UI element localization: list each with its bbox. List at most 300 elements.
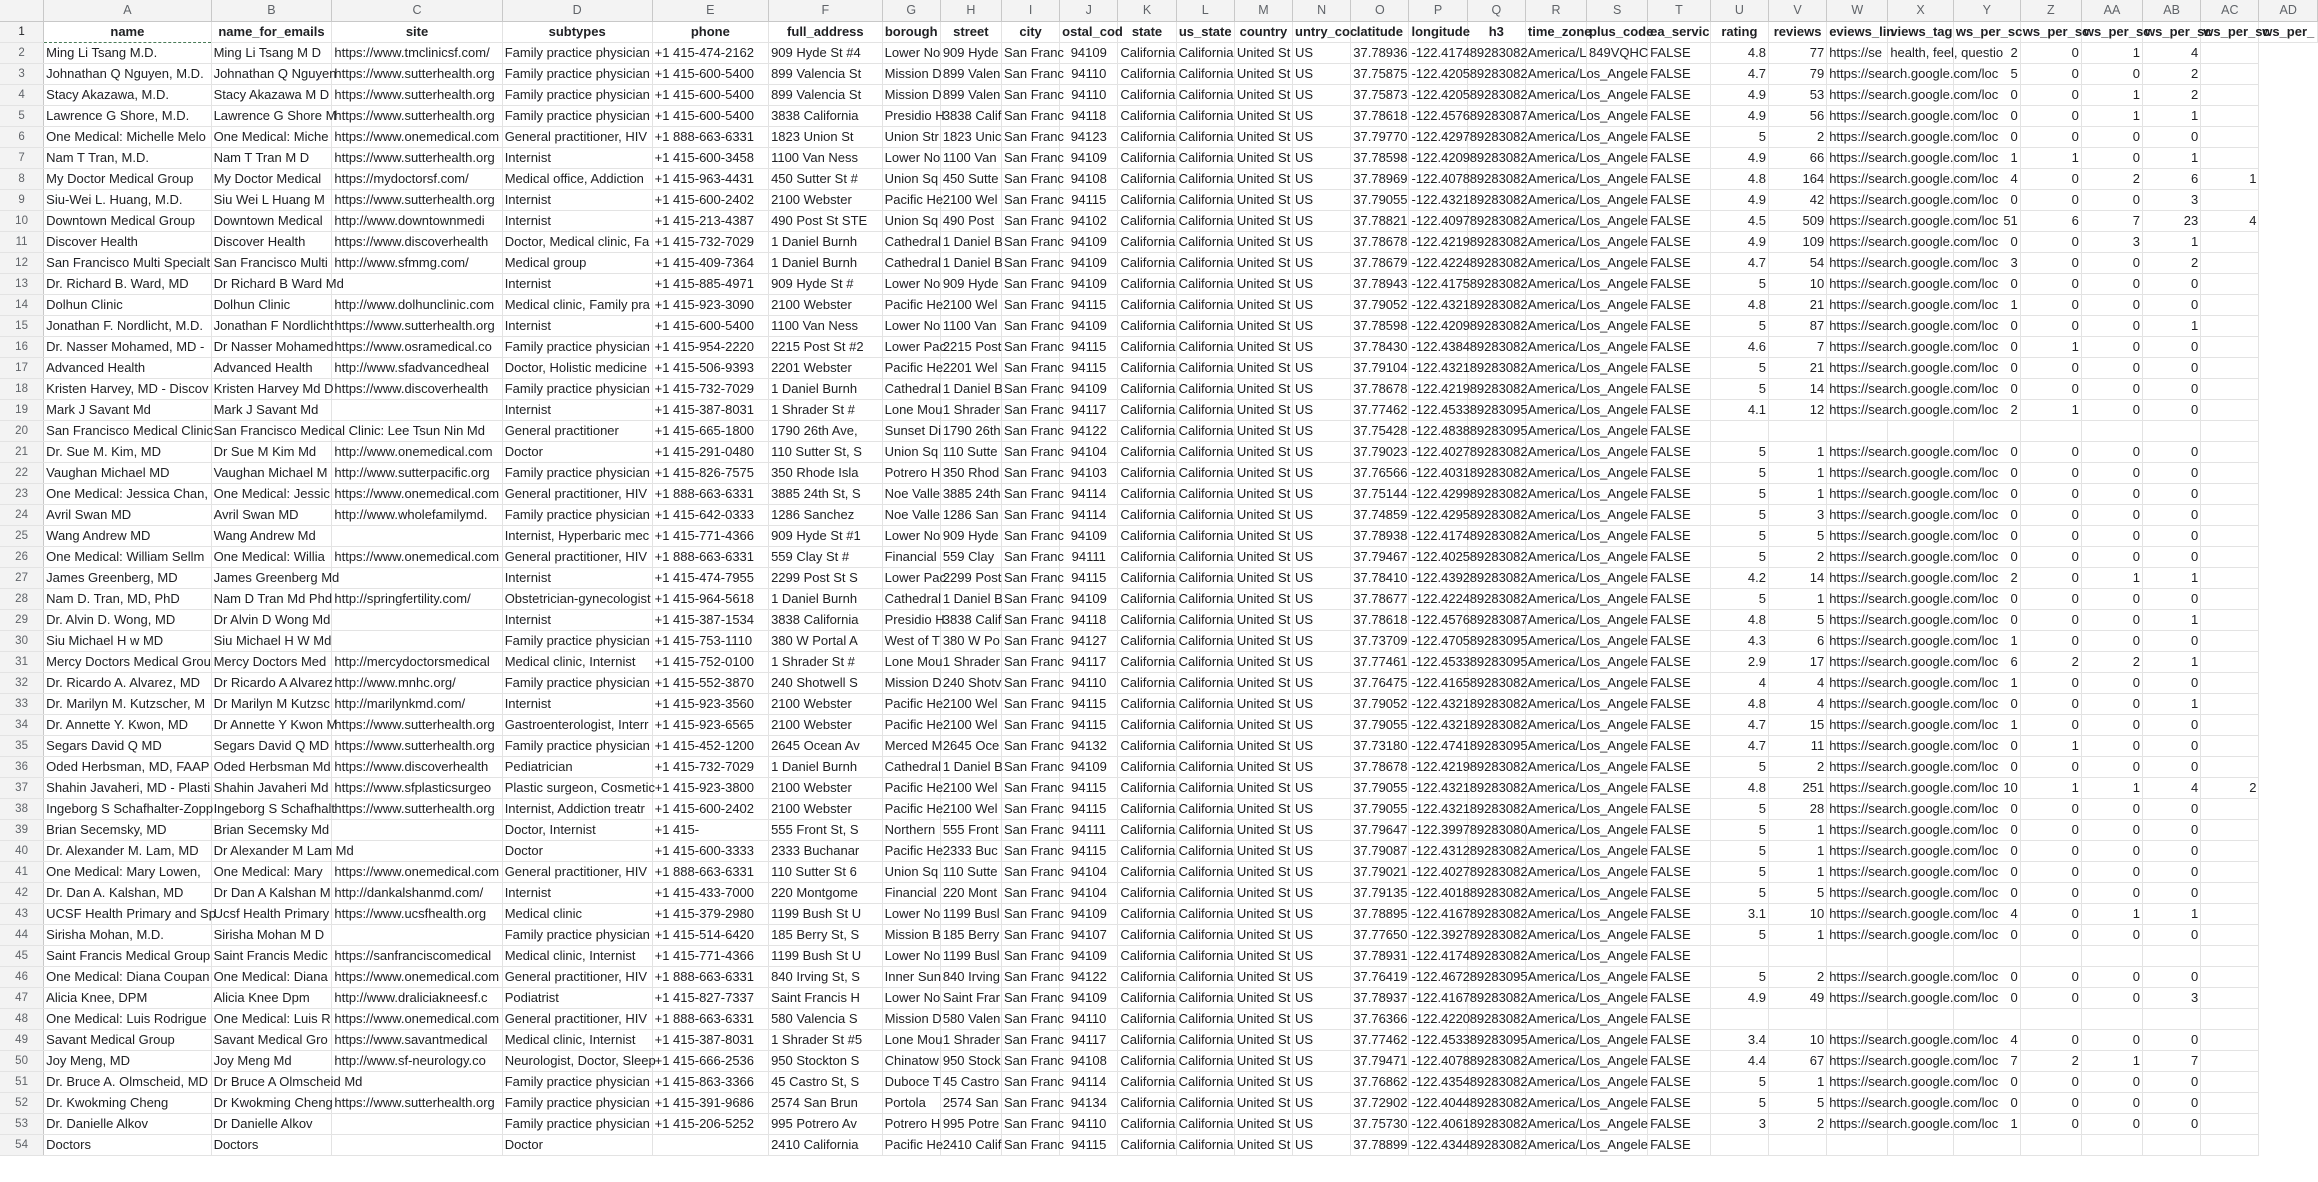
grid-cell[interactable]: 3885 24th St, S bbox=[769, 483, 883, 504]
grid-cell[interactable]: US bbox=[1293, 105, 1351, 126]
grid-cell[interactable]: 0 bbox=[2020, 42, 2081, 63]
grid-cell[interactable]: America/Los_Angele bbox=[1525, 609, 1586, 630]
grid-cell[interactable]: Internist bbox=[502, 609, 652, 630]
grid-cell[interactable]: -122.4224 bbox=[1409, 252, 1467, 273]
grid-cell[interactable]: Segars David Q MD bbox=[44, 735, 211, 756]
grid-cell[interactable]: 94115 bbox=[1060, 336, 1118, 357]
row-number[interactable]: 10 bbox=[0, 210, 44, 231]
grid-cell[interactable]: Doctor bbox=[502, 441, 652, 462]
column-header-o[interactable]: O bbox=[1351, 0, 1409, 21]
grid-cell[interactable]: Family practice physician bbox=[502, 504, 652, 525]
grid-cell[interactable]: +1 415-642-0333 bbox=[652, 504, 768, 525]
grid-cell[interactable]: 5 bbox=[1710, 483, 1768, 504]
grid-cell[interactable]: 5 bbox=[1710, 504, 1768, 525]
grid-cell[interactable]: 559 Clay St # bbox=[769, 546, 883, 567]
grid-cell[interactable]: 1790 26th bbox=[940, 420, 1001, 441]
grid-cell[interactable]: America/Los_Angele bbox=[1525, 231, 1586, 252]
grid-cell[interactable] bbox=[332, 1134, 502, 1155]
grid-cell[interactable]: San Franc bbox=[1001, 693, 1059, 714]
grid-cell[interactable]: Dr Nasser Mohamed bbox=[211, 336, 332, 357]
grid-cell[interactable]: 0 bbox=[2143, 336, 2201, 357]
grid-cell[interactable]: San Franc bbox=[1001, 189, 1059, 210]
grid-cell[interactable]: Financial bbox=[882, 546, 940, 567]
grid-cell[interactable]: US bbox=[1293, 1071, 1351, 1092]
grid-cell[interactable]: 17 bbox=[1768, 651, 1826, 672]
row-number[interactable]: 8 bbox=[0, 168, 44, 189]
grid-cell[interactable]: San Franc bbox=[1001, 84, 1059, 105]
grid-cell[interactable]: 220 Mont bbox=[940, 882, 1001, 903]
grid-cell[interactable] bbox=[2201, 924, 2259, 945]
grid-cell[interactable]: Internist bbox=[502, 882, 652, 903]
grid-cell[interactable]: Saint Francis Medical Group bbox=[44, 945, 211, 966]
grid-cell[interactable]: FALSE bbox=[1648, 1092, 1711, 1113]
grid-cell[interactable]: 89283087 bbox=[1467, 609, 1525, 630]
grid-cell[interactable]: 2 bbox=[2143, 63, 2201, 84]
grid-cell[interactable]: California bbox=[1176, 882, 1234, 903]
grid-cell[interactable]: US bbox=[1293, 525, 1351, 546]
grid-cell[interactable]: 5 bbox=[1710, 924, 1768, 945]
grid-cell[interactable]: 79 bbox=[1768, 63, 1826, 84]
grid-cell[interactable]: 0 bbox=[1953, 693, 2020, 714]
grid-cell[interactable]: 89283095 bbox=[1467, 420, 1525, 441]
grid-cell[interactable]: Family practice physician bbox=[502, 336, 652, 357]
header-cell[interactable]: ws_per_sc bbox=[2143, 21, 2201, 42]
grid-cell[interactable]: 220 Montgome bbox=[769, 882, 883, 903]
grid-cell[interactable]: Family practice physician bbox=[502, 63, 652, 84]
header-cell[interactable]: site bbox=[332, 21, 502, 42]
grid-cell[interactable]: US bbox=[1293, 399, 1351, 420]
grid-cell[interactable]: Lower No bbox=[882, 42, 940, 63]
grid-cell[interactable]: https://search.google.com/loc bbox=[1827, 546, 1888, 567]
grid-cell[interactable]: 2645 Oce bbox=[940, 735, 1001, 756]
grid-cell[interactable]: https://search.google.com/loc bbox=[1827, 168, 1888, 189]
grid-cell[interactable]: 509 bbox=[1768, 210, 1826, 231]
grid-cell[interactable]: United St bbox=[1234, 84, 1292, 105]
grid-cell[interactable]: https://search.google.com/loc bbox=[1827, 378, 1888, 399]
grid-cell[interactable]: Neurologist, Doctor, Sleep bbox=[502, 1050, 652, 1071]
grid-cell[interactable]: 37.78899 bbox=[1351, 1134, 1409, 1155]
grid-cell[interactable]: 0 bbox=[2081, 819, 2142, 840]
header-cell[interactable]: city bbox=[1001, 21, 1059, 42]
grid-cell[interactable] bbox=[2201, 567, 2259, 588]
grid-cell[interactable]: 94110 bbox=[1060, 672, 1118, 693]
grid-cell[interactable]: https://search.google.com/loc bbox=[1827, 504, 1888, 525]
grid-cell[interactable]: 37.76366 bbox=[1351, 1008, 1409, 1029]
grid-cell[interactable]: 0 bbox=[2143, 1113, 2201, 1134]
grid-cell[interactable]: 555 Front St, S bbox=[769, 819, 883, 840]
grid-cell[interactable]: 89283082 bbox=[1467, 945, 1525, 966]
grid-cell[interactable]: FALSE bbox=[1648, 987, 1711, 1008]
grid-cell[interactable]: California bbox=[1118, 441, 1176, 462]
grid-cell[interactable]: 89283082 bbox=[1467, 798, 1525, 819]
grid-cell[interactable]: 0 bbox=[2020, 462, 2081, 483]
grid-cell[interactable] bbox=[2020, 1008, 2081, 1029]
grid-cell[interactable]: 23 bbox=[2143, 210, 2201, 231]
grid-cell[interactable]: FALSE bbox=[1648, 1008, 1711, 1029]
row-number[interactable]: 6 bbox=[0, 126, 44, 147]
grid-cell[interactable]: 2100 Wel bbox=[940, 777, 1001, 798]
grid-cell[interactable] bbox=[2201, 735, 2259, 756]
row-number[interactable]: 49 bbox=[0, 1029, 44, 1050]
grid-cell[interactable]: +1 415-514-6420 bbox=[652, 924, 768, 945]
grid-cell[interactable]: United St bbox=[1234, 651, 1292, 672]
grid-cell[interactable] bbox=[2020, 420, 2081, 441]
grid-cell[interactable]: health, feel, questio bbox=[1888, 42, 1954, 63]
column-header-q[interactable]: Q bbox=[1467, 0, 1525, 21]
grid-cell[interactable]: America/Los_Angele bbox=[1525, 1134, 1586, 1155]
grid-cell[interactable]: United St bbox=[1234, 882, 1292, 903]
grid-cell[interactable]: 5 bbox=[1710, 756, 1768, 777]
grid-cell[interactable]: 0 bbox=[2081, 357, 2142, 378]
grid-cell[interactable]: Potrero H bbox=[882, 462, 940, 483]
grid-cell[interactable]: Family practice physician bbox=[502, 1113, 652, 1134]
grid-cell[interactable]: United St bbox=[1234, 735, 1292, 756]
grid-cell[interactable]: 94109 bbox=[1060, 231, 1118, 252]
grid-cell[interactable]: 37.79055 bbox=[1351, 798, 1409, 819]
grid-cell[interactable]: 5 bbox=[1768, 1092, 1826, 1113]
grid-cell[interactable]: +1 415-954-2220 bbox=[652, 336, 768, 357]
grid-cell[interactable]: Dr. Bruce A. Olmscheid, MD bbox=[44, 1071, 211, 1092]
grid-cell[interactable]: https://search.google.com/loc bbox=[1827, 231, 1888, 252]
header-cell[interactable]: ws_per_sc bbox=[2081, 21, 2142, 42]
grid-cell[interactable]: California bbox=[1176, 525, 1234, 546]
grid-cell[interactable]: 0 bbox=[1953, 924, 2020, 945]
grid-cell[interactable]: United St bbox=[1234, 441, 1292, 462]
grid-cell[interactable]: 89283082 bbox=[1467, 672, 1525, 693]
grid-cell[interactable]: 1 bbox=[2143, 903, 2201, 924]
grid-cell[interactable]: 89283082 bbox=[1467, 756, 1525, 777]
grid-cell[interactable]: FALSE bbox=[1648, 672, 1711, 693]
grid-cell[interactable]: Johnathan Q Nguyen bbox=[211, 63, 332, 84]
grid-cell[interactable]: 10 bbox=[1953, 777, 2020, 798]
grid-cell[interactable]: 89283082 bbox=[1467, 1008, 1525, 1029]
grid-cell[interactable]: United St bbox=[1234, 672, 1292, 693]
grid-cell[interactable]: Dr Alexander M Lam Md bbox=[211, 840, 332, 861]
grid-cell[interactable]: https://search.google.com/loc bbox=[1827, 840, 1888, 861]
grid-cell[interactable]: FALSE bbox=[1648, 483, 1711, 504]
grid-cell[interactable]: California bbox=[1176, 378, 1234, 399]
grid-cell[interactable]: FALSE bbox=[1648, 63, 1711, 84]
grid-cell[interactable]: US bbox=[1293, 714, 1351, 735]
grid-cell[interactable]: 0 bbox=[2081, 63, 2142, 84]
grid-cell[interactable]: 1 bbox=[1953, 714, 2020, 735]
grid-cell[interactable]: America/Los_Angele bbox=[1525, 1092, 1586, 1113]
grid-cell[interactable]: 94134 bbox=[1060, 1092, 1118, 1113]
grid-cell[interactable]: 4.9 bbox=[1710, 105, 1768, 126]
grid-cell[interactable]: 6 bbox=[1768, 630, 1826, 651]
grid-cell[interactable]: Internist, Hyperbaric mec bbox=[502, 525, 652, 546]
grid-cell[interactable]: 94104 bbox=[1060, 441, 1118, 462]
grid-cell[interactable]: Mission D bbox=[882, 84, 940, 105]
grid-cell[interactable]: 0 bbox=[2020, 231, 2081, 252]
grid-cell[interactable]: 4.8 bbox=[1710, 294, 1768, 315]
row-number[interactable]: 33 bbox=[0, 693, 44, 714]
grid-cell[interactable]: 37.72902 bbox=[1351, 1092, 1409, 1113]
grid-cell[interactable]: Noe Valle bbox=[882, 483, 940, 504]
grid-cell[interactable]: 37.79055 bbox=[1351, 777, 1409, 798]
grid-cell[interactable]: FALSE bbox=[1648, 231, 1711, 252]
header-cell[interactable]: reviews bbox=[1768, 21, 1826, 42]
grid-cell[interactable]: US bbox=[1293, 357, 1351, 378]
grid-cell[interactable]: +1 415-213-4387 bbox=[652, 210, 768, 231]
grid-cell[interactable]: https://search.google.com/loc bbox=[1827, 1071, 1888, 1092]
grid-cell[interactable]: http://springfertility.com/ bbox=[332, 588, 502, 609]
grid-cell[interactable]: https://www.discoverhealth bbox=[332, 378, 502, 399]
grid-cell[interactable]: California bbox=[1118, 966, 1176, 987]
grid-cell[interactable]: California bbox=[1118, 231, 1176, 252]
grid-cell[interactable]: FALSE bbox=[1648, 1050, 1711, 1071]
grid-cell[interactable]: 2 bbox=[1953, 567, 2020, 588]
grid-cell[interactable]: FALSE bbox=[1648, 357, 1711, 378]
grid-cell[interactable]: 37.77462 bbox=[1351, 399, 1409, 420]
grid-cell[interactable]: US bbox=[1293, 546, 1351, 567]
grid-cell[interactable]: California bbox=[1176, 63, 1234, 84]
grid-cell[interactable] bbox=[2201, 882, 2259, 903]
grid-cell[interactable]: Dr Ricardo A Alvarez bbox=[211, 672, 332, 693]
grid-cell[interactable]: US bbox=[1293, 651, 1351, 672]
grid-cell[interactable]: -122.4295 bbox=[1409, 504, 1467, 525]
row-number[interactable]: 11 bbox=[0, 231, 44, 252]
grid-cell[interactable]: Sunset Di bbox=[882, 420, 940, 441]
grid-cell[interactable]: America/Los_Angele bbox=[1525, 441, 1586, 462]
grid-cell[interactable]: California bbox=[1176, 1008, 1234, 1029]
grid-cell[interactable]: 580 Valen bbox=[940, 1008, 1001, 1029]
grid-cell[interactable]: California bbox=[1176, 1113, 1234, 1134]
grid-cell[interactable]: America/Los_Angele bbox=[1525, 294, 1586, 315]
grid-cell[interactable]: 1 bbox=[2201, 168, 2259, 189]
grid-cell[interactable]: 3 bbox=[2081, 231, 2142, 252]
grid-cell[interactable]: 89283080 bbox=[1467, 819, 1525, 840]
grid-cell[interactable]: San Franc bbox=[1001, 1029, 1059, 1050]
grid-cell[interactable]: US bbox=[1293, 567, 1351, 588]
grid-cell[interactable]: General practitioner, HIV bbox=[502, 1008, 652, 1029]
grid-cell[interactable]: California bbox=[1118, 630, 1176, 651]
grid-cell[interactable]: 2410 California bbox=[769, 1134, 883, 1155]
grid-cell[interactable]: Dr. Annette Y. Kwon, MD bbox=[44, 714, 211, 735]
column-header-f[interactable]: F bbox=[769, 0, 883, 21]
column-header-ac[interactable]: AC bbox=[2201, 0, 2259, 21]
grid-cell[interactable]: https://search.google.com/loc bbox=[1827, 63, 1888, 84]
grid-cell[interactable]: Dr Kwokming Cheng bbox=[211, 1092, 332, 1113]
grid-cell[interactable] bbox=[2201, 714, 2259, 735]
grid-cell[interactable] bbox=[1827, 1134, 1888, 1155]
grid-cell[interactable]: FALSE bbox=[1648, 546, 1711, 567]
grid-cell[interactable]: United St bbox=[1234, 63, 1292, 84]
grid-cell[interactable]: 94104 bbox=[1060, 882, 1118, 903]
grid-cell[interactable]: 37.78598 bbox=[1351, 315, 1409, 336]
row-number[interactable]: 45 bbox=[0, 945, 44, 966]
grid-cell[interactable]: 5 bbox=[1710, 861, 1768, 882]
grid-cell[interactable]: Family practice physician bbox=[502, 924, 652, 945]
grid-cell[interactable]: California bbox=[1176, 714, 1234, 735]
grid-cell[interactable]: California bbox=[1118, 147, 1176, 168]
grid-cell[interactable]: United St bbox=[1234, 903, 1292, 924]
grid-cell[interactable]: America/Los_Angele bbox=[1525, 210, 1586, 231]
grid-cell[interactable]: Family practice physician bbox=[502, 84, 652, 105]
grid-cell[interactable]: 1 bbox=[2143, 567, 2201, 588]
grid-cell[interactable] bbox=[1827, 945, 1888, 966]
grid-cell[interactable]: US bbox=[1293, 1050, 1351, 1071]
column-header-p[interactable]: P bbox=[1409, 0, 1467, 21]
grid-cell[interactable]: +1 415-826-7575 bbox=[652, 462, 768, 483]
row-number[interactable]: 51 bbox=[0, 1071, 44, 1092]
grid-cell[interactable]: 94118 bbox=[1060, 105, 1118, 126]
grid-cell[interactable] bbox=[2201, 336, 2259, 357]
grid-cell[interactable]: Pacific He bbox=[882, 1134, 940, 1155]
grid-cell[interactable] bbox=[1710, 945, 1768, 966]
grid-cell[interactable] bbox=[2201, 1113, 2259, 1134]
grid-cell[interactable] bbox=[2143, 420, 2201, 441]
grid-cell[interactable]: 0 bbox=[2020, 168, 2081, 189]
grid-cell[interactable]: California bbox=[1118, 651, 1176, 672]
grid-cell[interactable]: http://www.downtownmedi bbox=[332, 210, 502, 231]
grid-cell[interactable]: 94111 bbox=[1060, 546, 1118, 567]
grid-cell[interactable]: 94110 bbox=[1060, 84, 1118, 105]
grid-cell[interactable] bbox=[2081, 1134, 2142, 1155]
grid-cell[interactable]: +1 415-863-3366 bbox=[652, 1071, 768, 1092]
grid-cell[interactable]: General practitioner, HIV bbox=[502, 546, 652, 567]
grid-cell[interactable]: 6 bbox=[1953, 651, 2020, 672]
grid-cell[interactable]: 89283082 bbox=[1467, 567, 1525, 588]
grid-cell[interactable]: US bbox=[1293, 966, 1351, 987]
grid-cell[interactable]: FALSE bbox=[1648, 630, 1711, 651]
grid-cell[interactable]: FALSE bbox=[1648, 798, 1711, 819]
grid-cell[interactable]: Medical office, Addiction bbox=[502, 168, 652, 189]
grid-cell[interactable]: 1 bbox=[1768, 924, 1826, 945]
grid-cell[interactable]: San Franc bbox=[1001, 861, 1059, 882]
grid-cell[interactable]: 1 Daniel Burnh bbox=[769, 378, 883, 399]
grid-cell[interactable]: 89283095 bbox=[1467, 651, 1525, 672]
grid-cell[interactable]: 94114 bbox=[1060, 483, 1118, 504]
grid-cell[interactable]: https://www.sutterhealth.org bbox=[332, 147, 502, 168]
grid-cell[interactable]: -122.4174 bbox=[1409, 42, 1467, 63]
grid-cell[interactable]: https://www.sutterhealth.org bbox=[332, 798, 502, 819]
grid-cell[interactable]: Kristen Harvey, MD - Discov bbox=[44, 378, 211, 399]
grid-cell[interactable]: http://marilynkmd.com/ bbox=[332, 693, 502, 714]
grid-cell[interactable] bbox=[2201, 294, 2259, 315]
grid-cell[interactable]: My Doctor Medical bbox=[211, 168, 332, 189]
grid-cell[interactable]: Saint Frar bbox=[940, 987, 1001, 1008]
grid-cell[interactable]: https://search.google.com/loc bbox=[1827, 882, 1888, 903]
grid-cell[interactable]: California bbox=[1118, 420, 1176, 441]
grid-cell[interactable]: 37.76862 bbox=[1351, 1071, 1409, 1092]
grid-cell[interactable]: 37.78678 bbox=[1351, 756, 1409, 777]
grid-cell[interactable]: 37.78943 bbox=[1351, 273, 1409, 294]
row-number[interactable]: 29 bbox=[0, 609, 44, 630]
grid-cell[interactable]: 0 bbox=[2020, 903, 2081, 924]
grid-cell[interactable]: US bbox=[1293, 420, 1351, 441]
grid-cell[interactable]: FALSE bbox=[1648, 966, 1711, 987]
grid-cell[interactable] bbox=[1768, 420, 1826, 441]
grid-cell[interactable]: 94115 bbox=[1060, 567, 1118, 588]
grid-cell[interactable]: US bbox=[1293, 1092, 1351, 1113]
grid-cell[interactable]: -122.4672 bbox=[1409, 966, 1467, 987]
grid-cell[interactable]: -122.4174 bbox=[1409, 945, 1467, 966]
row-number[interactable]: 32 bbox=[0, 672, 44, 693]
grid-cell[interactable]: 94104 bbox=[1060, 861, 1118, 882]
grid-cell[interactable]: San Franc bbox=[1001, 252, 1059, 273]
grid-cell[interactable]: FALSE bbox=[1648, 567, 1711, 588]
grid-cell[interactable]: http://www.wholefamilymd. bbox=[332, 504, 502, 525]
grid-cell[interactable]: FALSE bbox=[1648, 42, 1711, 63]
grid-cell[interactable]: 4.7 bbox=[1710, 63, 1768, 84]
grid-cell[interactable]: +1 415-506-9393 bbox=[652, 357, 768, 378]
grid-cell[interactable]: Dr. Ricardo A. Alvarez, MD bbox=[44, 672, 211, 693]
grid-cell[interactable]: 3 bbox=[2143, 987, 2201, 1008]
grid-cell[interactable]: United St bbox=[1234, 147, 1292, 168]
grid-cell[interactable]: 0 bbox=[2143, 966, 2201, 987]
grid-cell[interactable]: Segars David Q MD bbox=[211, 735, 332, 756]
grid-cell[interactable]: 7 bbox=[1768, 336, 1826, 357]
grid-cell[interactable]: 0 bbox=[1953, 462, 2020, 483]
grid-cell[interactable]: US bbox=[1293, 315, 1351, 336]
row-number[interactable]: 3 bbox=[0, 63, 44, 84]
grid-cell[interactable]: 0 bbox=[2020, 693, 2081, 714]
header-cell[interactable]: us_state bbox=[1176, 21, 1234, 42]
grid-cell[interactable]: 37.79471 bbox=[1351, 1050, 1409, 1071]
grid-cell[interactable]: https://www.onemedical.com bbox=[332, 1008, 502, 1029]
grid-cell[interactable]: 0 bbox=[2081, 714, 2142, 735]
grid-cell[interactable]: +1 415-206-5252 bbox=[652, 1113, 768, 1134]
grid-cell[interactable]: America/Los_Angele bbox=[1525, 147, 1586, 168]
header-cell[interactable]: subtypes bbox=[502, 21, 652, 42]
grid-cell[interactable]: 1 bbox=[2081, 777, 2142, 798]
grid-cell[interactable] bbox=[2201, 462, 2259, 483]
grid-cell[interactable]: United St bbox=[1234, 378, 1292, 399]
grid-cell[interactable]: https://www.sutterhealth.org bbox=[332, 189, 502, 210]
grid-cell[interactable]: 1 Shrader St # bbox=[769, 651, 883, 672]
grid-cell[interactable]: 950 Stock bbox=[940, 1050, 1001, 1071]
grid-cell[interactable] bbox=[2201, 420, 2259, 441]
grid-cell[interactable]: Family practice physician bbox=[502, 672, 652, 693]
grid-cell[interactable]: 2410 Calif bbox=[940, 1134, 1001, 1155]
grid-cell[interactable]: 1 bbox=[2020, 336, 2081, 357]
grid-cell[interactable]: 37.73180 bbox=[1351, 735, 1409, 756]
grid-cell[interactable]: FALSE bbox=[1648, 756, 1711, 777]
grid-cell[interactable]: Dr. Alexander M. Lam, MD bbox=[44, 840, 211, 861]
grid-cell[interactable]: Merced M bbox=[882, 735, 940, 756]
grid-cell[interactable]: FALSE bbox=[1648, 924, 1711, 945]
grid-cell[interactable]: United St bbox=[1234, 756, 1292, 777]
grid-cell[interactable]: Ming Li Tsang M D bbox=[211, 42, 332, 63]
grid-cell[interactable]: 37.79087 bbox=[1351, 840, 1409, 861]
grid-cell[interactable]: San Franc bbox=[1001, 882, 1059, 903]
column-header-x[interactable]: X bbox=[1888, 0, 1954, 21]
grid-cell[interactable]: https://search.google.com/loc bbox=[1827, 714, 1888, 735]
grid-cell[interactable]: 94107 bbox=[1060, 924, 1118, 945]
grid-cell[interactable]: 94109 bbox=[1060, 987, 1118, 1008]
grid-cell[interactable]: +1 415-732-7029 bbox=[652, 231, 768, 252]
grid-cell[interactable]: California bbox=[1118, 756, 1176, 777]
grid-cell[interactable]: 5 bbox=[1710, 441, 1768, 462]
grid-cell[interactable]: One Medical: Diana Coupan bbox=[44, 966, 211, 987]
grid-cell[interactable]: 0 bbox=[1953, 861, 2020, 882]
grid-cell[interactable]: 3838 Calif bbox=[940, 609, 1001, 630]
grid-cell[interactable]: Stacy Akazawa M D bbox=[211, 84, 332, 105]
grid-cell[interactable] bbox=[2201, 966, 2259, 987]
grid-cell[interactable]: Chinatow bbox=[882, 1050, 940, 1071]
grid-cell[interactable]: 77 bbox=[1768, 42, 1826, 63]
grid-cell[interactable]: 0 bbox=[2020, 672, 2081, 693]
grid-cell[interactable]: 0 bbox=[1953, 441, 2020, 462]
grid-cell[interactable]: San Franc bbox=[1001, 672, 1059, 693]
grid-cell[interactable]: 0 bbox=[2020, 357, 2081, 378]
grid-cell[interactable]: 37.78969 bbox=[1351, 168, 1409, 189]
grid-cell[interactable]: FALSE bbox=[1648, 1134, 1711, 1155]
grid-cell[interactable]: 94108 bbox=[1060, 168, 1118, 189]
grid-cell[interactable]: -122.4354 bbox=[1409, 1071, 1467, 1092]
grid-cell[interactable]: https://search.google.com/loc bbox=[1827, 189, 1888, 210]
